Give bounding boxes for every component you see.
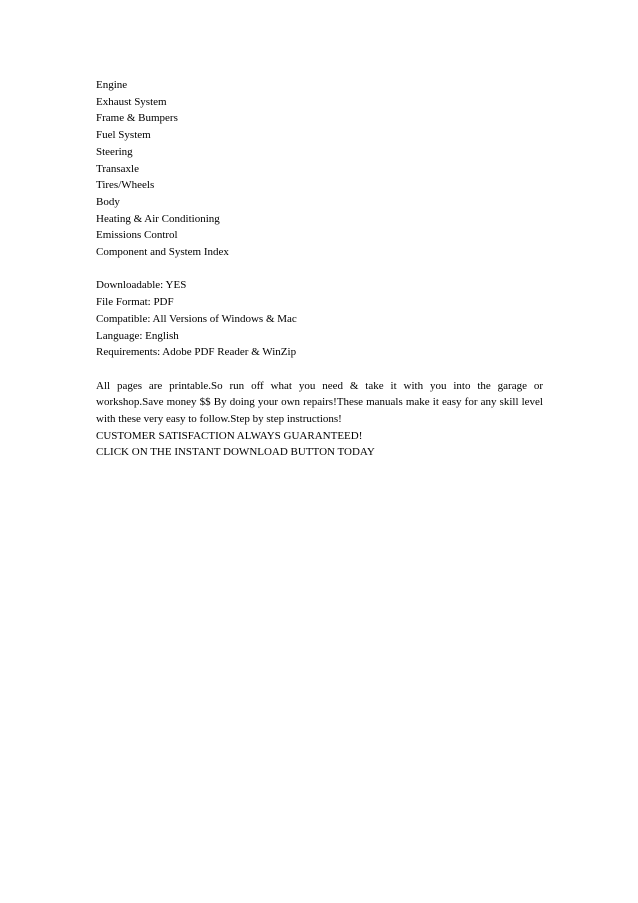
page-content: [96, 77, 543, 461]
spec-file-format: File Format: PDF: [96, 296, 174, 309]
contents-list: [96, 77, 543, 261]
list-item: Steering: [96, 145, 133, 158]
list-item: Frame & Bumpers: [96, 112, 178, 125]
list-item: Component and System Index: [96, 246, 229, 259]
promo-section: [96, 378, 543, 462]
specs-list: [96, 277, 543, 361]
spec-language: Language: English: [96, 329, 179, 342]
list-item: Exhaust System: [96, 95, 167, 108]
spacer: [96, 361, 543, 378]
guarantee-text: CUSTOMER SATISFACTION ALWAYS GUARANTEED!: [96, 429, 363, 442]
list-item: Transaxle: [96, 162, 139, 175]
spec-requirements: Requirements: Adobe PDF Reader & WinZip: [96, 346, 297, 359]
list-item: Fuel System: [96, 129, 151, 142]
promo-paragraph: All pages are printable.So run off what you need & take it with you into the garage or workshop.Save money $$ By doing your own repairs!These manuals make it easy for any skill level with these very easy to follow.Step by step instructions!: [96, 379, 543, 426]
list-item: Engine: [96, 79, 128, 91]
call-to-action-text: CLICK ON THE INSTANT DOWNLOAD BUTTON TODAY: [96, 446, 375, 459]
spec-compatible: Compatible: All Versions of Windows & Mac: [96, 312, 297, 325]
list-item: Heating & Air Conditioning: [96, 212, 220, 225]
spec-downloadable: Downloadable: YES: [96, 279, 187, 292]
list-item: Tires/Wheels: [96, 179, 155, 192]
list-item: Body: [96, 195, 120, 208]
list-item: Emissions Control: [96, 229, 178, 242]
spacer: [96, 261, 543, 278]
